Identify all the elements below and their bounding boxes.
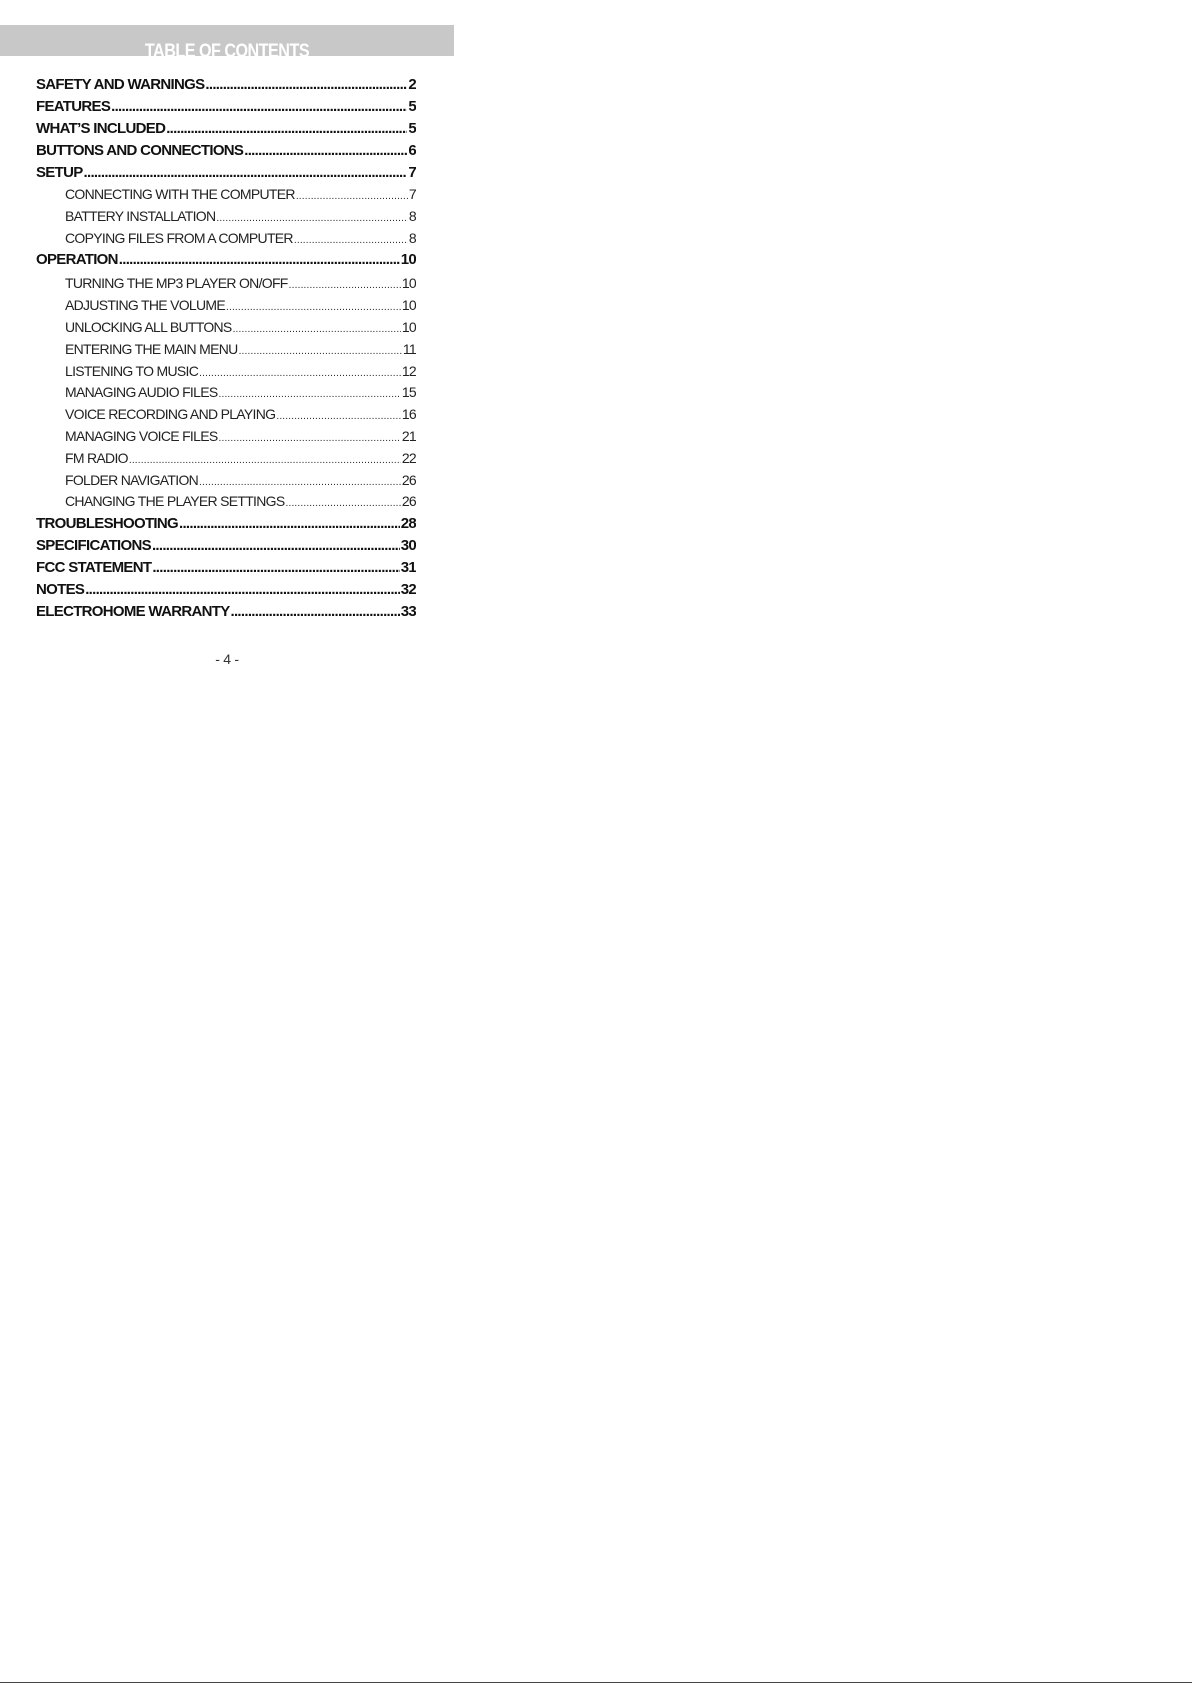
leader-dots [226, 297, 401, 317]
toc-entry-label: TURNING THE MP3 PLAYER ON/OFF [65, 275, 288, 292]
toc-entry-changing-the-player-settings[interactable] [36, 491, 416, 513]
leader-dots [239, 341, 402, 361]
toc-entry-voice-recording-and-playing[interactable] [36, 404, 416, 426]
toc-entry-label: BATTERY INSTALLATION [65, 207, 216, 224]
toc-entry-page: 6 [408, 142, 416, 159]
page-edge-divider [0, 1682, 1192, 1683]
leader-dots [166, 118, 407, 140]
leader-dots [244, 140, 407, 162]
toc-entry-page: 26 [401, 493, 416, 510]
toc-entry-page: 7 [408, 186, 416, 202]
toc-entry-page: 16 [401, 406, 416, 423]
toc-entry-page: 30 [400, 537, 416, 555]
toc-entry-entering-the-main-menu[interactable] [36, 339, 416, 361]
toc-entry-label: LISTENING TO MUSIC [65, 362, 199, 379]
toc-entry-label: TROUBLESHOOTING [36, 515, 178, 533]
toc-entry-setup[interactable] [36, 162, 416, 184]
toc-entry-page: 12 [401, 362, 416, 379]
toc-entry-page: 31 [400, 559, 416, 577]
leader-dots [119, 249, 400, 271]
toc-entry-page: 28 [400, 515, 416, 533]
toc-entry-turning-the-mp3-player-on-off[interactable] [36, 273, 416, 295]
toc-entry-managing-voice-files[interactable] [36, 426, 416, 448]
toc-entry-operation[interactable] [36, 249, 416, 271]
leader-dots [205, 74, 407, 96]
toc-entry-notes[interactable] [36, 579, 416, 601]
page-number: - 4 - [215, 651, 239, 667]
leader-dots [199, 472, 401, 492]
toc-entry-page: 10 [401, 318, 416, 335]
leader-dots [199, 363, 401, 383]
toc-header-bar [0, 25, 454, 62]
toc-entry-folder-navigation[interactable] [36, 470, 416, 492]
toc-entry-page: 10 [400, 251, 416, 269]
leader-dots [85, 579, 400, 601]
toc-entry-label: SAFETY AND WARNINGS [36, 76, 205, 93]
leader-dots [218, 428, 400, 448]
toc-entry-managing-audio-files[interactable] [36, 382, 416, 404]
toc-entry-page: 5 [408, 120, 416, 137]
leader-dots [296, 186, 408, 206]
toc-entry-page: 2 [408, 76, 416, 93]
toc-entry-label: FCC STATEMENT [36, 559, 152, 577]
toc-entry-specifications[interactable] [36, 535, 416, 557]
toc-entry-page: 7 [408, 164, 416, 181]
toc-entry-label: NOTES [36, 581, 85, 599]
leader-dots [294, 230, 408, 250]
toc-entry-page: 5 [408, 98, 416, 115]
leader-dots [129, 450, 401, 470]
leader-dots [216, 208, 407, 228]
leader-dots [276, 406, 400, 426]
leader-dots [285, 493, 400, 513]
toc-entry-buttons-and-connections[interactable] [36, 140, 416, 162]
toc-entry-page: 10 [401, 275, 416, 292]
toc-entry-label: FOLDER NAVIGATION [65, 471, 199, 488]
leader-dots [111, 96, 407, 118]
toc-entry-label: SPECIFICATIONS [36, 537, 151, 555]
toc-entry-label: MANAGING VOICE FILES [65, 427, 218, 444]
toc-entry-label: MANAGING AUDIO FILES [65, 384, 218, 401]
toc-entry-unlocking-all-buttons[interactable] [36, 317, 416, 339]
toc-entry-page: 8 [408, 229, 416, 246]
toc-entry-page: 22 [401, 449, 416, 466]
toc-entry-label: SETUP [36, 164, 83, 181]
toc-entry-label: ADJUSTING THE VOLUME [65, 297, 225, 314]
leader-dots [218, 384, 400, 404]
toc-entry-listening-to-music[interactable] [36, 361, 416, 383]
leader-dots [289, 275, 401, 295]
toc-title: TABLE OF CONTENTS [144, 41, 310, 62]
toc-entry-features[interactable] [36, 96, 416, 118]
toc-entry-adjusting-the-volume[interactable] [36, 295, 416, 317]
leader-dots [231, 601, 400, 623]
toc-entry-page: 32 [400, 581, 416, 599]
toc-entry-label: VOICE RECORDING AND PLAYING [65, 406, 276, 423]
leader-dots [84, 162, 408, 184]
toc-entry-whats-included[interactable] [36, 118, 416, 140]
toc-entry-label: BUTTONS AND CONNECTIONS [36, 142, 244, 159]
toc-entry-page: 21 [401, 427, 416, 444]
toc-entry-label: UNLOCKING ALL BUTTONS [65, 318, 232, 335]
toc-entry-label: COPYING FILES FROM A COMPUTER [65, 229, 293, 246]
leader-dots [233, 319, 401, 339]
toc-entry-label: CHANGING THE PLAYER SETTINGS [65, 493, 285, 510]
toc-entry-safety-and-warnings[interactable] [36, 74, 416, 96]
toc-entry-fm-radio[interactable] [36, 448, 416, 470]
toc-entry-label: CONNECTING WITH THE COMPUTER [65, 186, 295, 202]
toc-entry-copying-files-from-a-computer[interactable] [36, 228, 416, 250]
toc-entry-page: 8 [408, 207, 416, 224]
toc-entry-troubleshooting[interactable] [36, 513, 416, 535]
leader-dots [152, 557, 399, 579]
table-of-contents [0, 25, 454, 621]
toc-list [36, 74, 416, 623]
toc-entry-electrohome-warranty[interactable] [36, 601, 416, 623]
toc-entry-page: 10 [401, 297, 416, 314]
toc-entry-label: FEATURES [36, 98, 111, 115]
toc-entry-fcc-statement[interactable] [36, 557, 416, 579]
toc-entry-label: FM RADIO [65, 449, 128, 466]
leader-dots [179, 513, 400, 535]
toc-entry-page: 33 [400, 603, 416, 621]
toc-entry-label: WHAT’S INCLUDED [36, 120, 166, 137]
toc-entry-page: 26 [401, 471, 416, 488]
toc-entry-label: ELECTROHOME WARRANTY [36, 603, 230, 621]
toc-entry-label: ENTERING THE MAIN MENU [65, 340, 238, 357]
toc-entry-battery-installation[interactable] [36, 206, 416, 228]
toc-entry-label: OPERATION [36, 251, 118, 269]
leader-dots [152, 535, 400, 557]
toc-entry-connecting-with-the-computer[interactable] [36, 184, 416, 206]
toc-entry-page: 15 [401, 384, 416, 401]
toc-entry-page: 11 [402, 340, 416, 357]
